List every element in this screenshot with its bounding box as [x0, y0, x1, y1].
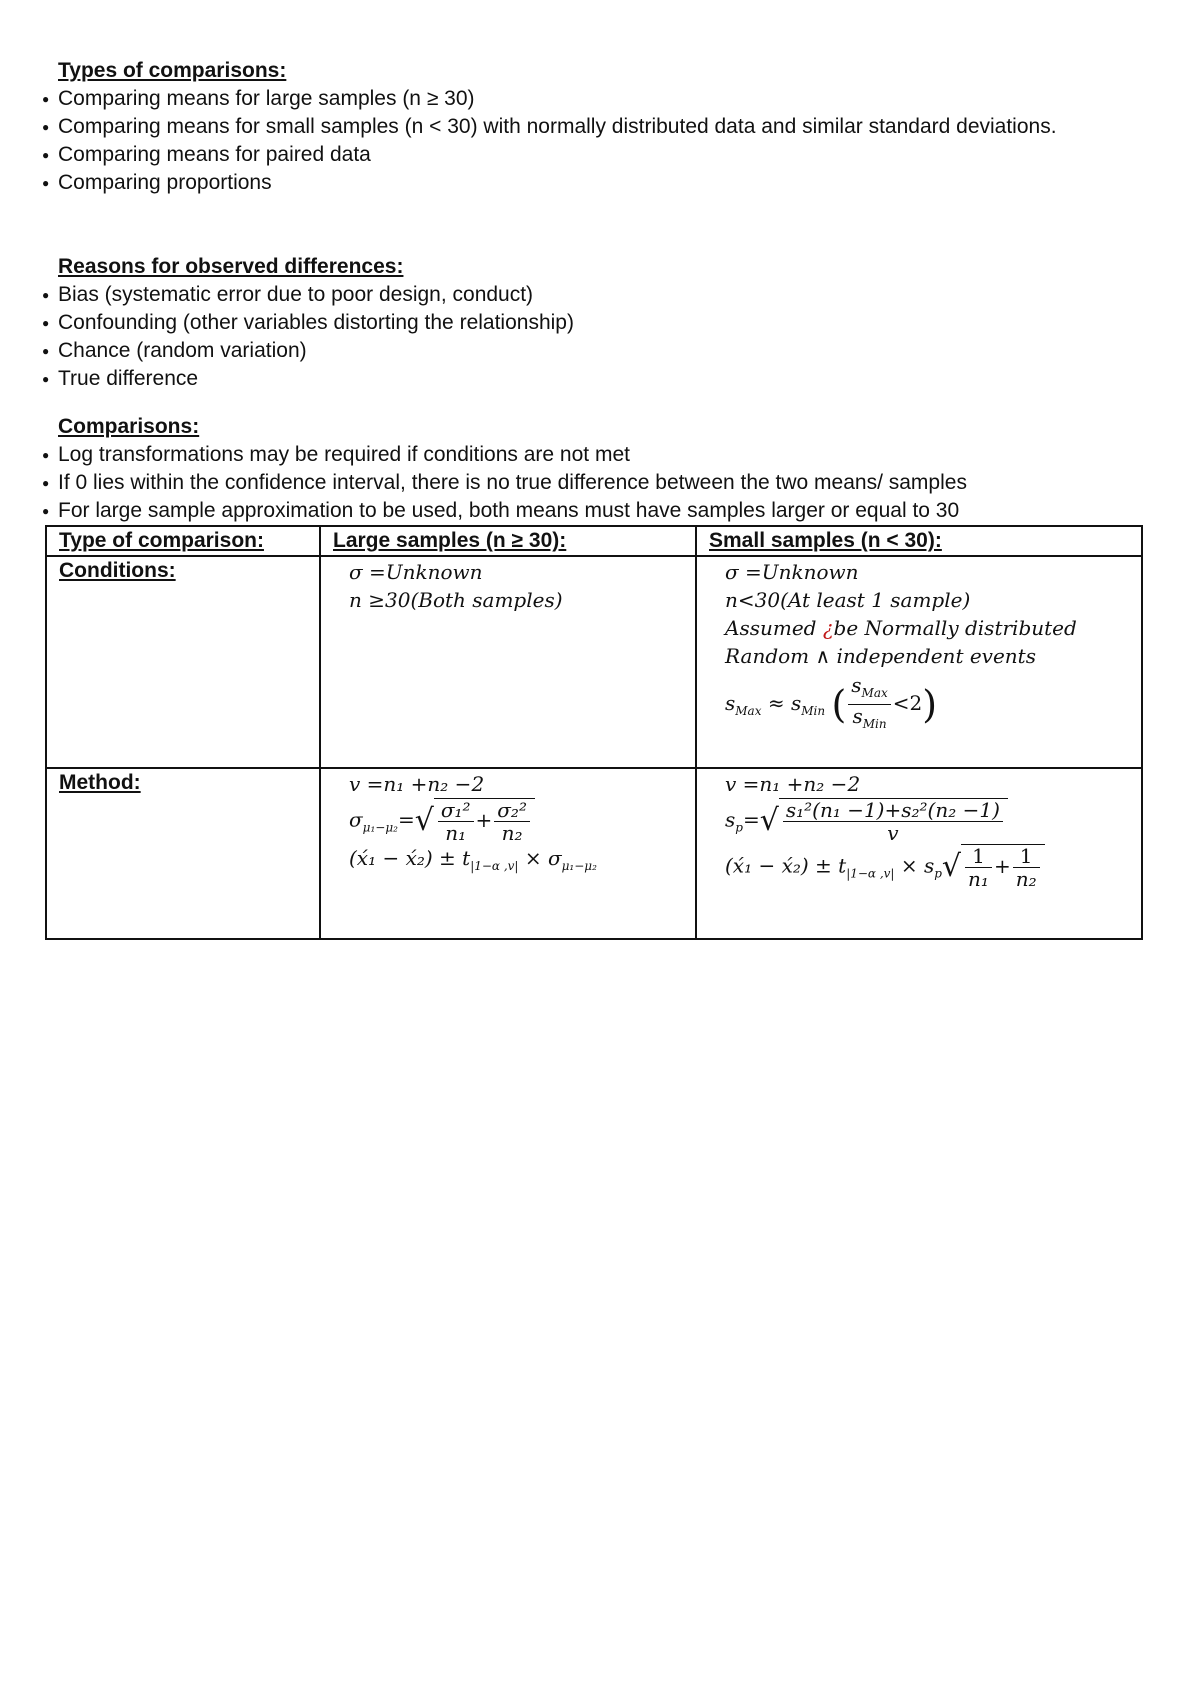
fraction	[965, 845, 992, 890]
fraction-denominator: n₁	[445, 821, 467, 845]
list-item: ● Comparing means for large samples (n ≥ 30)	[40, 85, 1140, 113]
ci-subscript: |1−α ,v|	[846, 866, 895, 881]
sigma-unknown-formula: σ =Unknown	[725, 560, 859, 584]
list-item: ● Bias (systematic error due to poor design, conduct)	[40, 281, 1140, 309]
list-item: ● If 0 lies within the confidence interval, there is no true difference between the two means/ samples	[40, 469, 1140, 497]
header-small: Small samples (n < 30):	[709, 529, 942, 552]
types-section	[40, 57, 1140, 197]
equals-sign: =	[397, 807, 415, 832]
n-condition-formula: n ≥30(Both samples)	[349, 588, 563, 612]
equals-sign: =	[742, 807, 760, 832]
header-large: Large samples (n ≥ 30):	[333, 529, 567, 552]
list-item: ● True difference	[40, 365, 1140, 393]
sqrt-icon: √	[414, 803, 434, 838]
smin-symbol: s	[790, 691, 802, 715]
fraction-denominator: n₁	[968, 867, 989, 891]
list-item: ● Confounding (other variables distorting the relationship)	[40, 309, 1140, 337]
header-cell	[320, 526, 696, 556]
fraction	[438, 799, 474, 844]
fraction	[783, 799, 1003, 844]
ci-times: × σ	[518, 846, 562, 870]
header-type: Type of comparison:	[59, 529, 264, 552]
fraction-numerator: 1	[965, 845, 992, 868]
comparison-table	[45, 525, 1143, 940]
ci-times-subscript: p	[934, 866, 942, 881]
ratio-den-subscript: Min	[862, 717, 887, 731]
fraction-numerator: σ₂²	[494, 799, 530, 822]
normal-assumption	[725, 614, 1129, 642]
list-item: ● Log transformations may be required if conditions are not met	[40, 441, 1140, 469]
header-cell	[696, 526, 1142, 556]
conditions-small-cell	[696, 556, 1142, 768]
radicand	[779, 798, 1008, 844]
table-row-conditions	[46, 556, 1142, 768]
smax-symbol: s	[725, 691, 736, 715]
degrees-of-freedom-formula: v =n₁ +n₂ −2	[725, 772, 861, 796]
degrees-of-freedom-formula: v =n₁ +n₂ −2	[349, 772, 485, 796]
confidence-interval-formula	[349, 844, 683, 880]
sqrt-icon: √	[941, 849, 962, 884]
comparisons-heading: Comparisons:	[58, 415, 200, 438]
fraction-numerator: 1	[1013, 845, 1040, 868]
radicand	[434, 798, 535, 844]
fraction-numerator	[848, 674, 890, 705]
fraction	[494, 799, 530, 844]
plus-sign: +	[475, 808, 493, 832]
sqrt-icon: √	[759, 803, 779, 838]
comparisons-list	[40, 441, 1140, 525]
method-label: Method:	[59, 771, 141, 794]
row-label-cell	[46, 768, 320, 939]
ratio-num-subscript: Max	[861, 686, 888, 700]
method-small-math	[709, 770, 1129, 890]
conditions-label: Conditions:	[59, 559, 176, 582]
se-subscript: μ₁−μ₂	[362, 820, 398, 835]
sp-subscript: p	[735, 820, 743, 835]
ratio-tail: <2	[892, 691, 923, 715]
n-condition-formula: n<30(At least 1 sample)	[725, 588, 971, 612]
ci-times: × s	[894, 853, 935, 878]
comparisons-section	[40, 413, 1140, 525]
ci-main: (x́₁ − x́₂) ± t	[349, 846, 471, 870]
types-list	[40, 85, 1140, 197]
sd-ratio-formula	[725, 674, 1129, 735]
close-paren: )	[922, 682, 938, 727]
ratio-den-symbol: s	[852, 704, 863, 728]
types-heading: Types of comparisons:	[58, 59, 287, 82]
plus-sign: +	[993, 854, 1011, 878]
method-small-cell	[696, 768, 1142, 939]
fraction-numerator: s₁²(n₁ −1)+s₂²(n₂ −1)	[783, 799, 1003, 822]
fraction-denominator: v	[887, 821, 899, 845]
ci-subscript: |1−α ,v|	[470, 859, 519, 873]
method-large-math	[333, 770, 683, 880]
list-item: ● Comparing means for paired data	[40, 141, 1140, 169]
list-item: ● For large sample approximation to be used, both means must have samples larger or equal to 30	[40, 497, 1140, 525]
sd-ratio-fraction	[848, 674, 890, 735]
list-item: ● Comparing proportions	[40, 169, 1140, 197]
independence-formula: Random ∧ independent events	[725, 644, 1036, 668]
conditions-small-math	[709, 558, 1129, 735]
open-paren: (	[831, 682, 847, 727]
render-error-glyph: ¿	[822, 616, 834, 640]
fraction-denominator: n₂	[1015, 867, 1037, 891]
smax-subscript: Max	[735, 704, 762, 718]
conditions-large-math	[333, 558, 683, 614]
ratio-num-symbol: s	[851, 673, 862, 697]
reasons-list	[40, 281, 1140, 393]
fraction-numerator: σ₁²	[438, 799, 474, 822]
sp-symbol: s	[725, 807, 736, 832]
fraction-denominator	[848, 705, 890, 735]
confidence-interval-formula	[725, 844, 1129, 890]
row-label-cell	[46, 556, 320, 768]
header-cell	[46, 526, 320, 556]
list-item: ● Chance (random variation)	[40, 337, 1140, 365]
normal-text-post: be Normally distributed	[833, 616, 1077, 640]
sigma-unknown-formula: σ =Unknown	[349, 560, 483, 584]
table-header-row	[46, 526, 1142, 556]
table-row-method	[46, 768, 1142, 939]
se-symbol: σ	[349, 807, 363, 832]
smin-subscript: Min	[801, 704, 826, 718]
standard-error-formula	[349, 798, 683, 844]
reasons-heading: Reasons for observed differences:	[58, 255, 404, 278]
method-large-cell	[320, 768, 696, 939]
ci-main: (x́₁ − x́₂) ± t	[725, 853, 847, 878]
reasons-section	[40, 253, 1140, 393]
fraction	[1013, 845, 1040, 890]
normal-text-pre: Assumed	[725, 616, 823, 640]
radicand	[961, 844, 1045, 890]
conditions-large-cell	[320, 556, 696, 768]
list-item: ● Comparing means for small samples (n < 30) with normally distributed data and similar standard deviations.	[40, 113, 1140, 141]
fraction-denominator: n₂	[501, 821, 523, 845]
approx-symbol: ≈	[767, 691, 785, 715]
ci-times-subscript: μ₁−μ₂	[561, 859, 597, 873]
pooled-sd-formula	[725, 798, 1129, 844]
